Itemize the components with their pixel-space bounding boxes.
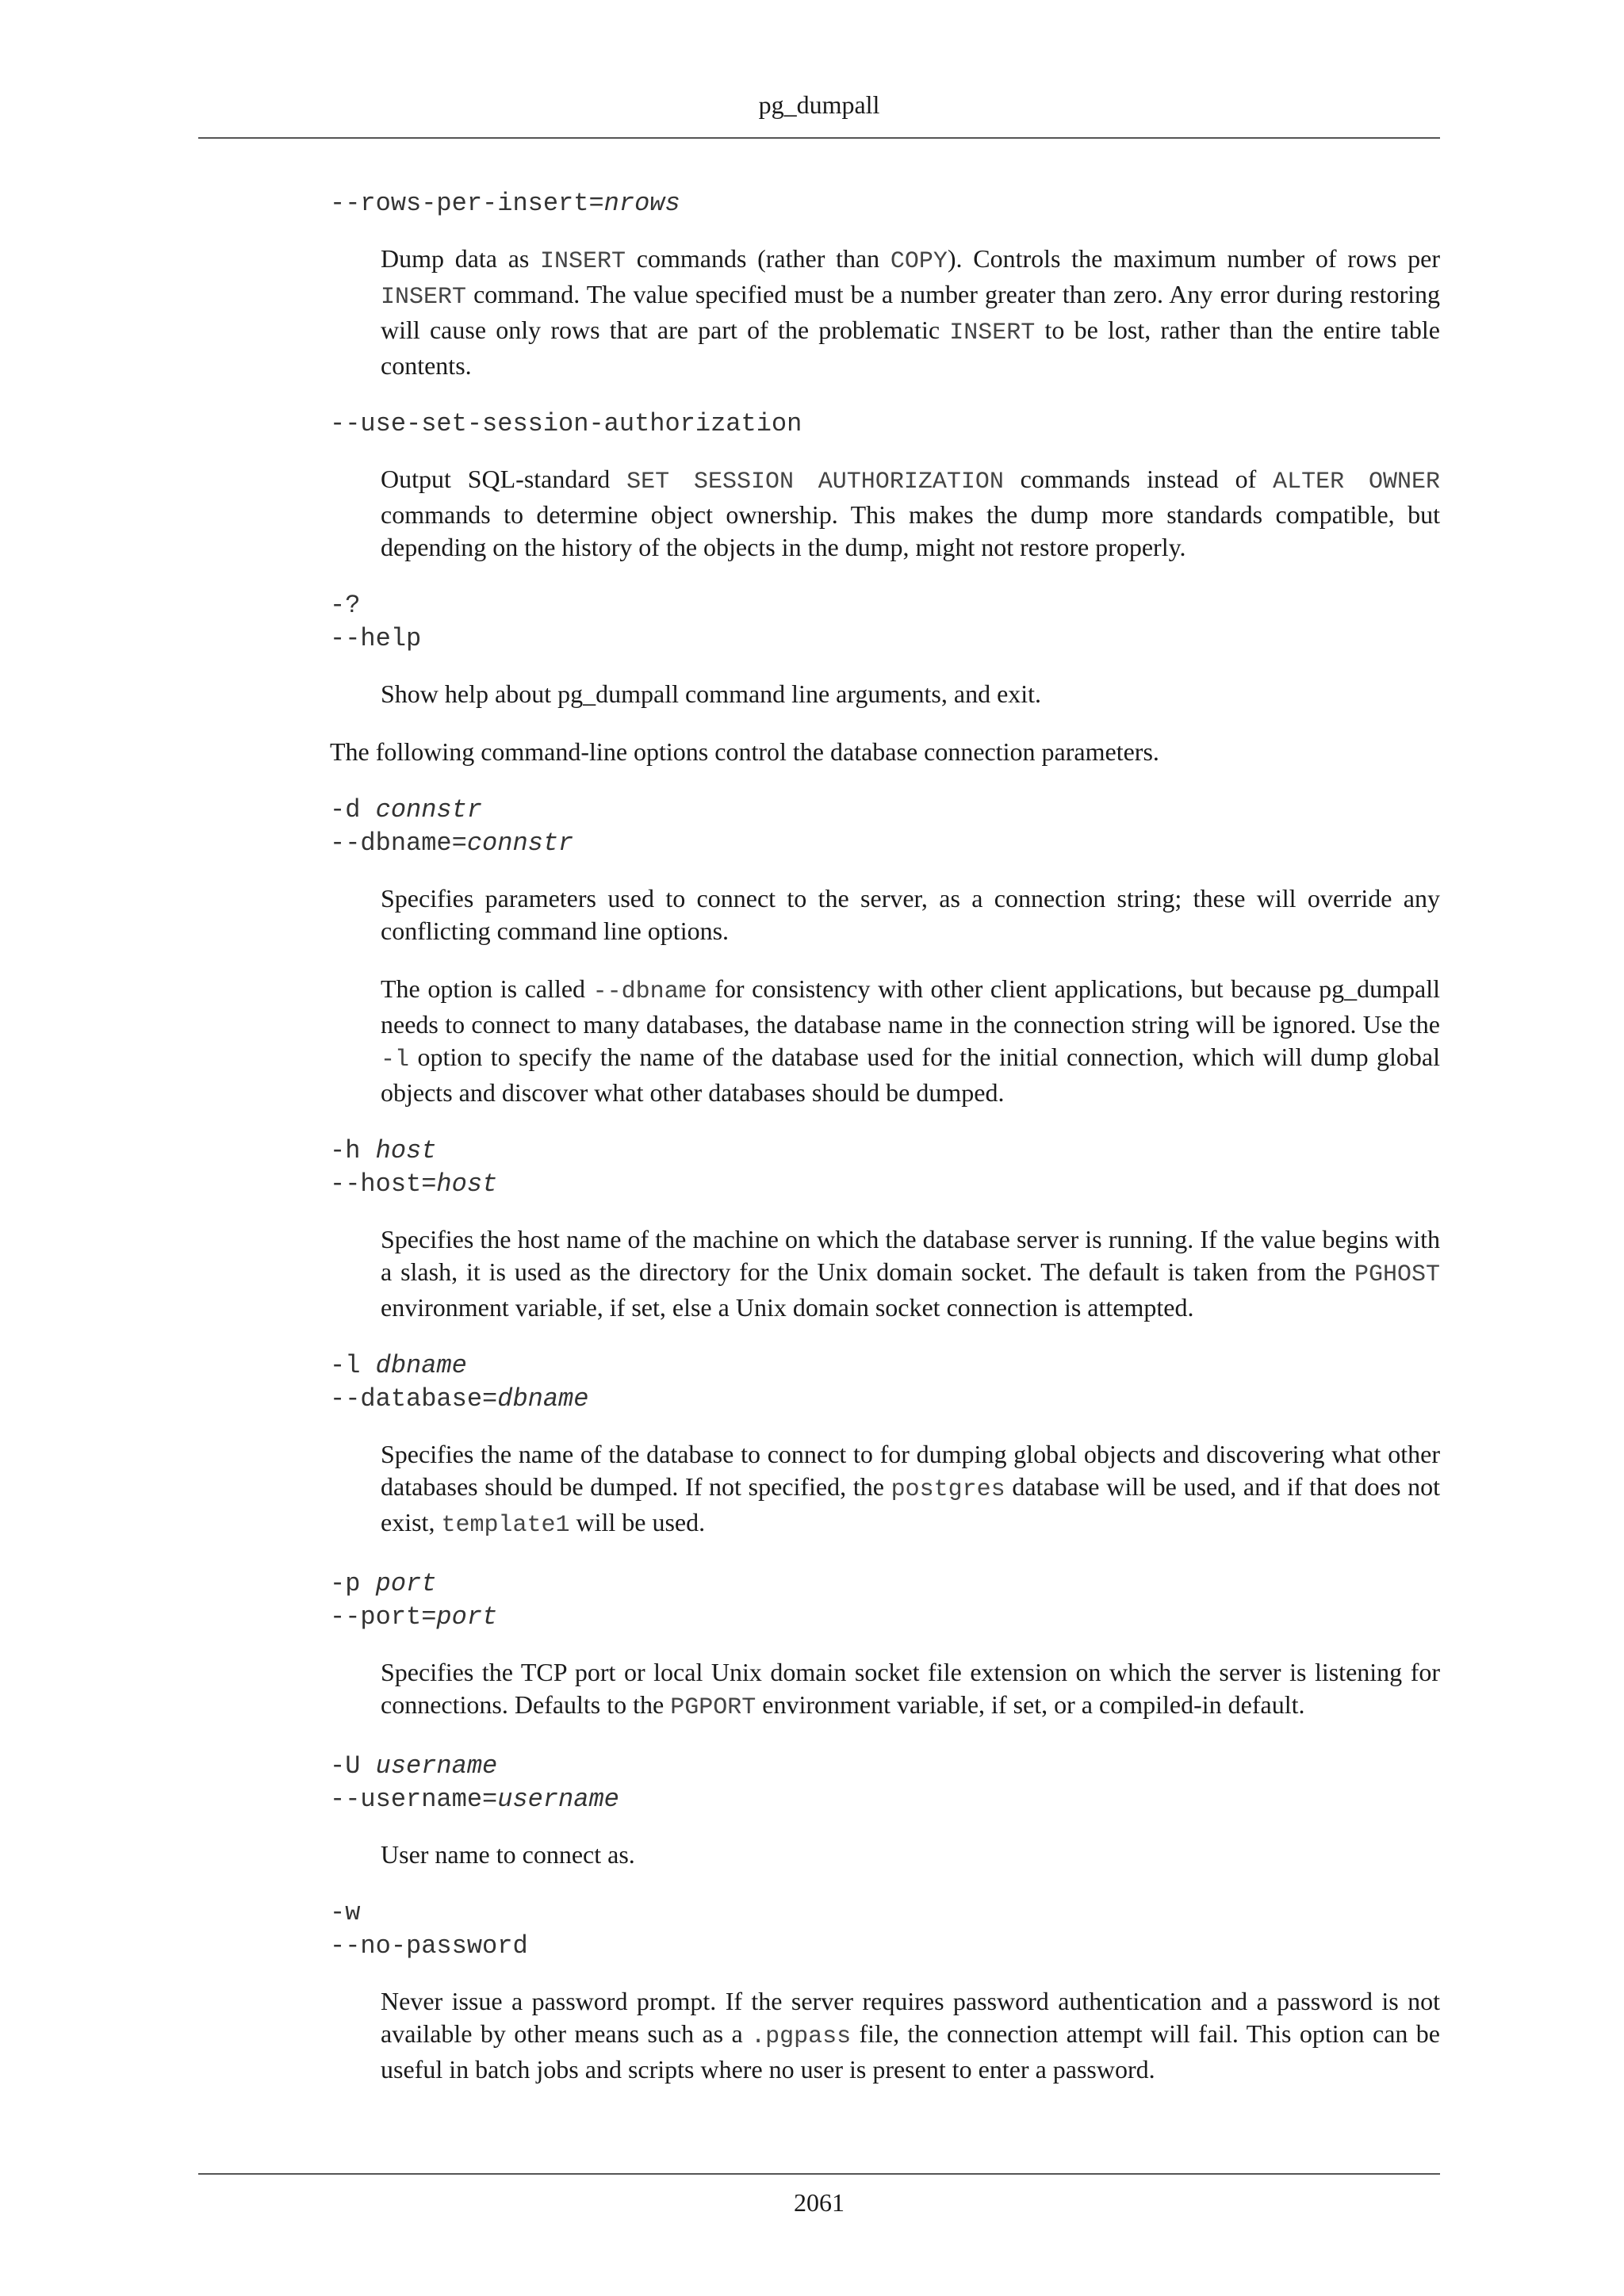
option-rows-per-insert xyxy=(330,187,1440,382)
inline-code: INSERT xyxy=(540,248,626,275)
option-term: --help xyxy=(330,624,422,653)
page-content xyxy=(330,187,1440,2086)
inline-code: SET SESSION AUTHORIZATION xyxy=(626,469,1004,496)
page-header: pg_dumpall xyxy=(758,90,880,119)
option-host xyxy=(330,1135,1440,1324)
option-description: User name to connect as. xyxy=(381,1840,635,1869)
option-port xyxy=(330,1567,1440,1724)
option-term xyxy=(330,187,1440,220)
option-argument: dbname xyxy=(375,1351,467,1380)
option-use-set-session-authorization xyxy=(330,408,1440,564)
option-username xyxy=(330,1750,1440,1871)
option-description: Never issue a password prompt. If the server requires password authentication and a password is not available by other means such as a .pgpass file, the connection attempt will fail. This option can be useful in batch jobs and scripts where no user is present to enter a password. xyxy=(381,1987,1441,2084)
option-argument: connstr xyxy=(375,795,483,825)
option-term: -d connstr xyxy=(330,795,483,825)
footer-rule xyxy=(198,2173,1440,2175)
option-term: -w xyxy=(330,1898,361,1927)
option-help xyxy=(330,589,1440,710)
inline-code: PGHOST xyxy=(1354,1261,1440,1288)
option-argument: connstr xyxy=(466,828,574,858)
option-term: --username=username xyxy=(330,1785,619,1814)
option-argument: nrows xyxy=(603,189,680,218)
option-term: -h host xyxy=(330,1136,437,1165)
option-argument: port xyxy=(436,1602,498,1632)
option-description: Specifies parameters used to connect to the server, as a connection string; these will override any conflicting command line options. xyxy=(381,884,1440,945)
inline-code: .pgpass xyxy=(751,2023,852,2050)
option-term: -l dbname xyxy=(330,1351,467,1380)
inline-code: ALTER OWNER xyxy=(1273,469,1441,496)
inline-code: postgres xyxy=(891,1476,1005,1503)
option-term: -p port xyxy=(330,1569,437,1598)
option-description: Show help about pg_dumpall command line arguments, and exit. xyxy=(381,679,1042,708)
page-number: 2061 xyxy=(794,2188,845,2217)
option-database xyxy=(330,1349,1440,1542)
inline-code: INSERT xyxy=(381,284,467,311)
option-dbname xyxy=(330,794,1440,1109)
option-no-password xyxy=(330,1896,1440,2086)
option-term: -? xyxy=(330,591,361,620)
option-description: Output SQL-standard SET SESSION AUTHORIZATION commands instead of ALTER OWNER commands to determine object ownership. This makes the dump more standards compatible, but depending on the history of the objects in the dump, might not restore properly. xyxy=(381,465,1441,561)
option-term: --no-password xyxy=(330,1931,528,1961)
option-term: -U username xyxy=(330,1751,498,1781)
option-description: Specifies the name of the database to connect to for dumping global objects and discovering what other databases should be dumped. If not specified, the postgres database will be used, and if that does not exist, template1 will be used. xyxy=(381,1440,1441,1539)
option-term: --use-set-session-authorization xyxy=(330,409,802,438)
option-description: Specifies the host name of the machine on which the database server is running. If the value begins with a slash, it is used as the directory for the Unix domain socket. The default is taken from the PGHOST environment variable, if set, else a Unix domain socket connection is attempted. xyxy=(381,1225,1440,1322)
option-argument: host xyxy=(375,1136,437,1165)
option-description: Specifies the TCP port or local Unix domain socket file extension on which the server is listening for connections. Defaults to the PGPORT environment variable, if set, or a compiled-in default. xyxy=(381,1658,1440,1721)
inline-code: INSERT xyxy=(949,320,1036,346)
inline-code: --dbname xyxy=(592,978,707,1005)
option-argument: port xyxy=(375,1569,437,1598)
option-description: The option is called --dbname for consistency with other client applications, but because pg_dumpall needs to connect to many databases, the database name in the connection string will be ignored. Use the -l option to specify the name of the database used for the initial connection, which will dump global objects and discover what other databases should be dumped. xyxy=(381,974,1440,1107)
option-flag: --rows-per-insert= xyxy=(330,189,604,218)
inline-code: template1 xyxy=(441,1512,570,1539)
option-argument: username xyxy=(497,1785,619,1814)
option-term: --database=dbname xyxy=(330,1384,589,1414)
header-rule xyxy=(198,137,1440,139)
option-term: --host=host xyxy=(330,1169,498,1199)
option-argument: dbname xyxy=(497,1384,589,1414)
option-term: --port=port xyxy=(330,1602,498,1632)
inline-code: PGPORT xyxy=(670,1694,756,1721)
option-term: --dbname=connstr xyxy=(330,828,574,858)
connection-options-intro: The following command-line options control the database connection parameters. xyxy=(330,737,1159,766)
inline-code: COPY xyxy=(890,248,948,275)
inline-code: -l xyxy=(381,1047,410,1073)
option-argument: username xyxy=(375,1751,498,1781)
option-description: Dump data as INSERT commands (rather than COPY). Controls the maximum number of rows per INSERT command. The value specified must be a number greater than zero. Any error during restoring will cause only rows that are part of the problematic INSERT to be lost, rather than the entire table contents. xyxy=(381,244,1441,380)
option-argument: host xyxy=(436,1169,498,1199)
